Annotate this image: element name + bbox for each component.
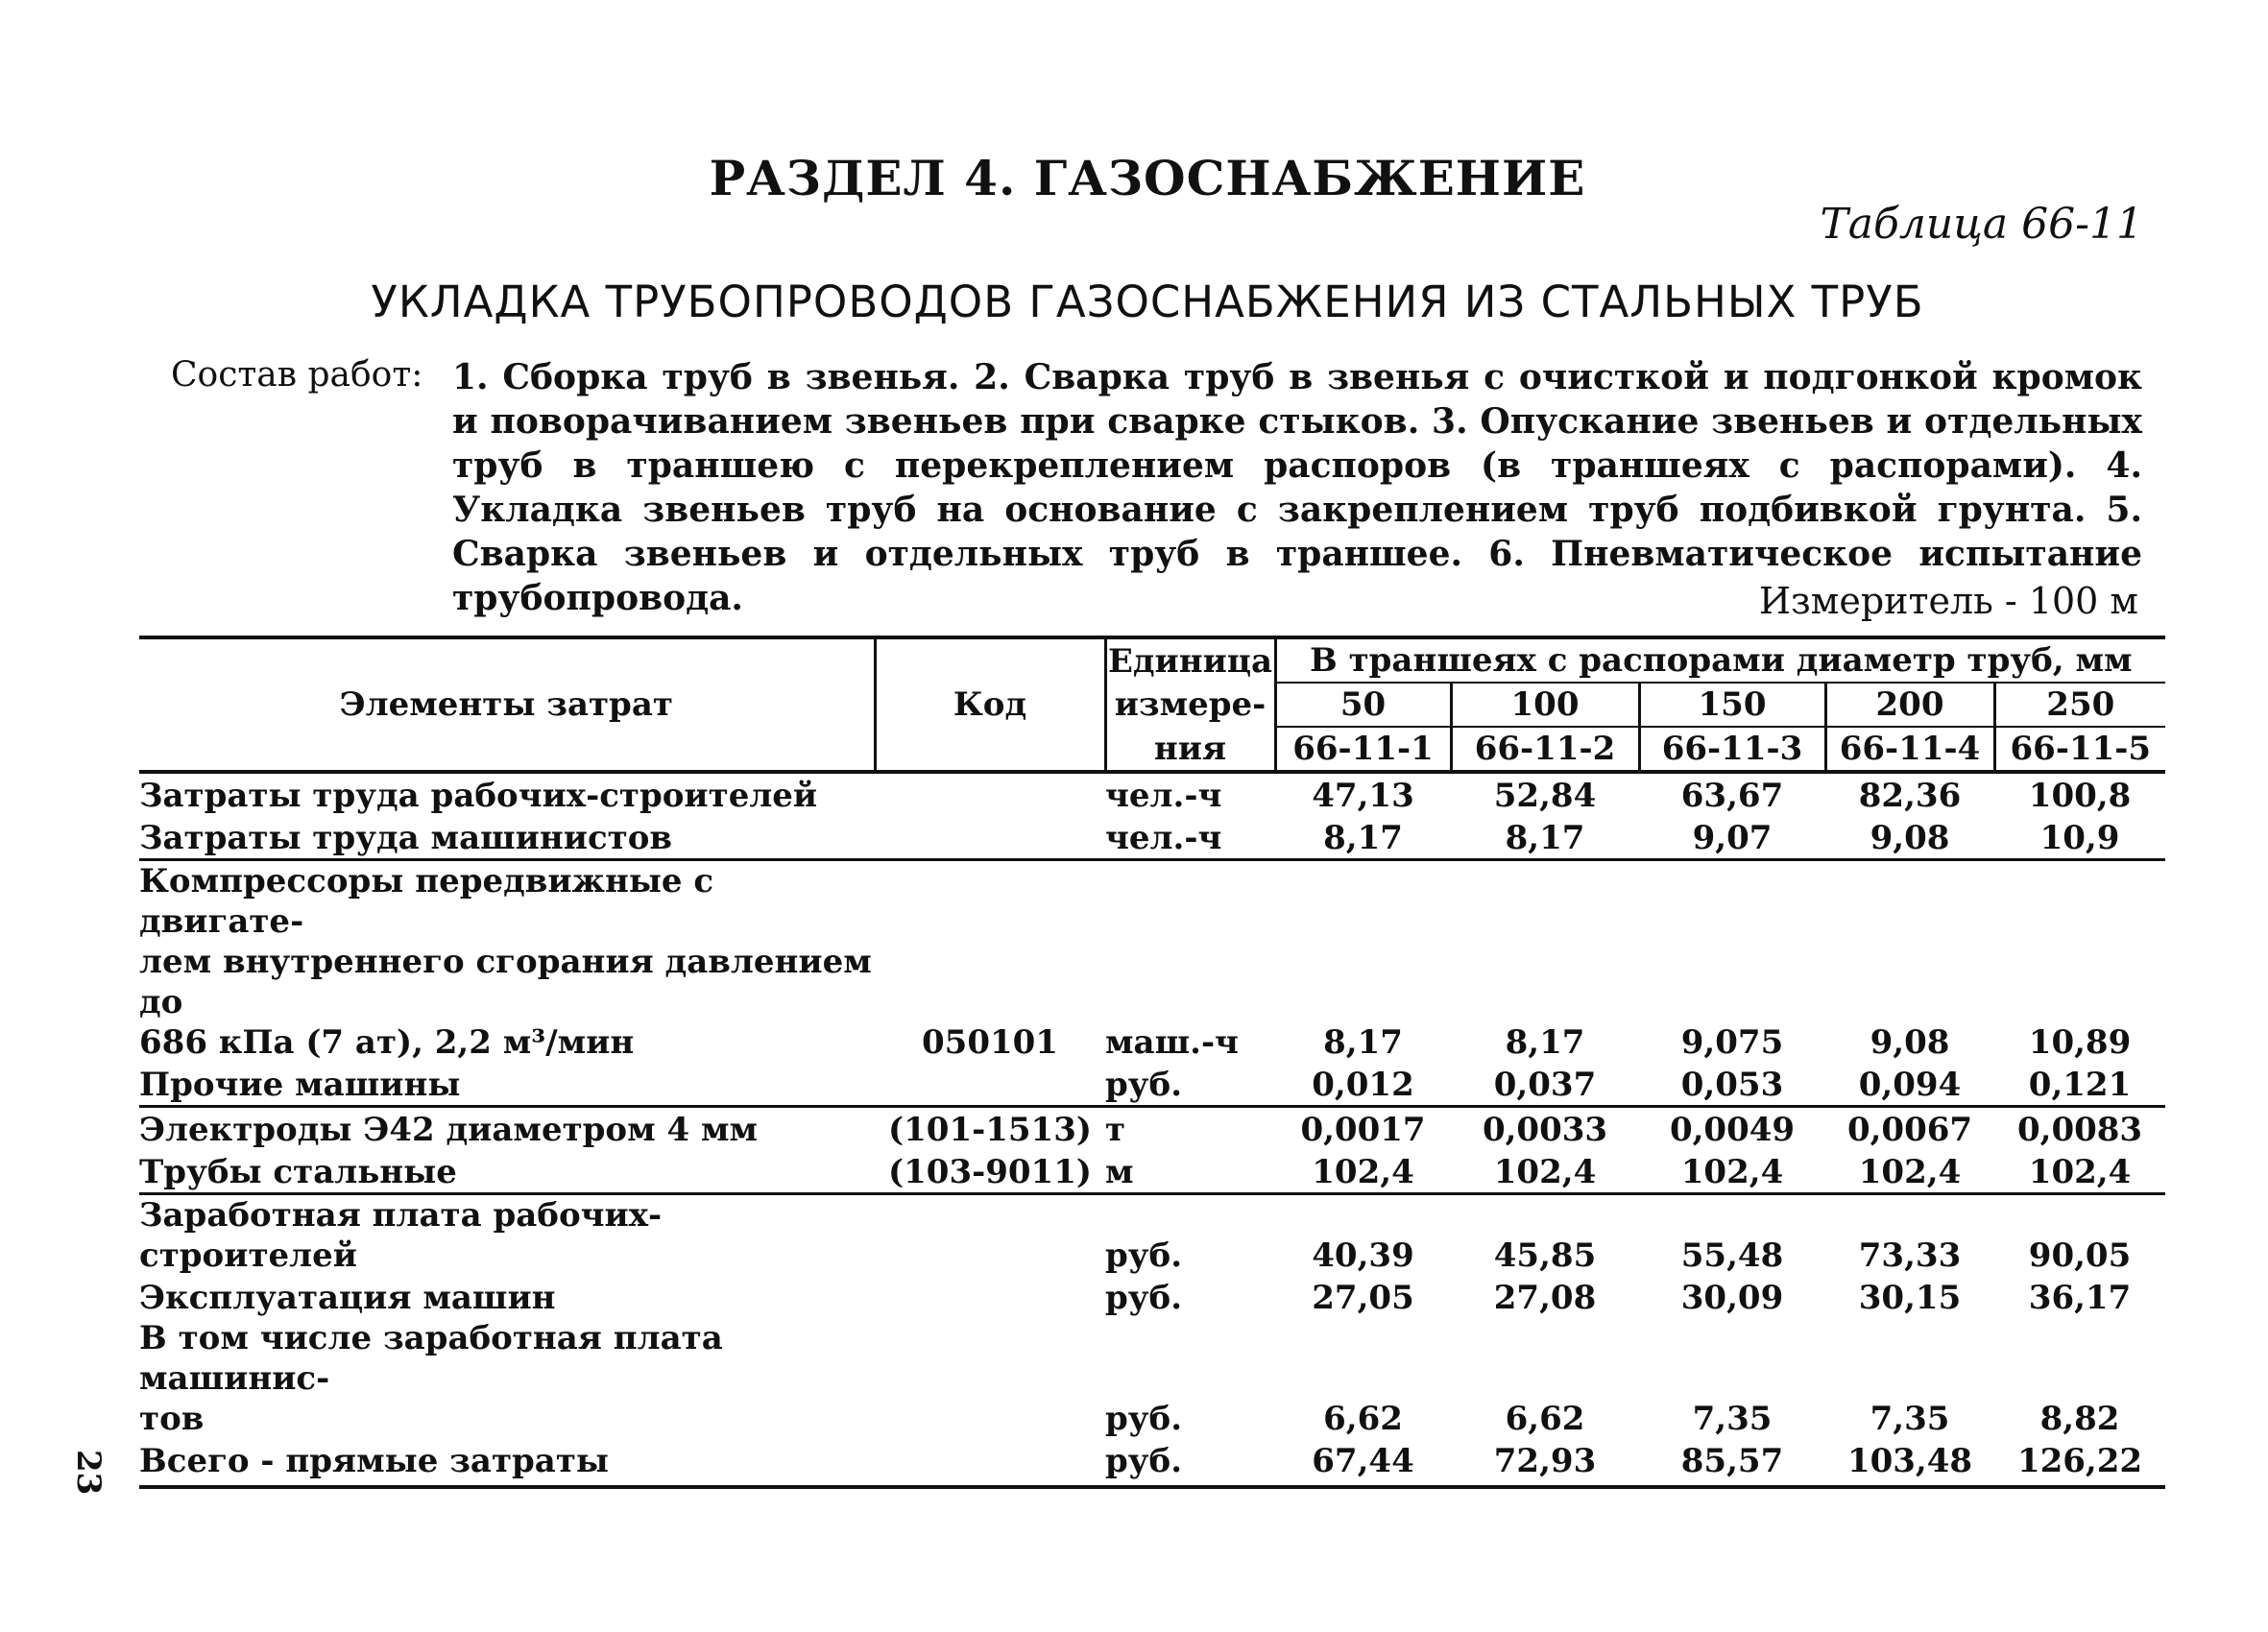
row-value: 90,05 (1994, 1194, 2165, 1277)
table-row (139, 1150, 2165, 1194)
row-unit: руб. (1105, 1400, 1183, 1438)
row-value: 102,4 (2028, 1153, 2132, 1191)
header-column-code: 66-11-3 (1639, 727, 1825, 772)
row-name-line: Компрессоры передвижные с двигате- (139, 862, 714, 941)
row-value: 36,17 (2028, 1279, 2132, 1317)
row-value: 126,22 (1994, 1439, 2165, 1487)
composition-text: 1. Сборка труб в звенья. 2. Сварка труб в звенья с очисткой и подгонкой кромок и поворачиванием звеньев при сварке стыков. 3. Опускание звеньев и отдельных труб в траншею с перекреплением распоров (в траншеях с распорами). 4. Укладка звеньев труб на основание с закреплением труб подбивкой грунта. 5. Сварка звеньев и отдельных труб в траншее. 6. Пневматическое испытание трубопровода. (452, 357, 2142, 618)
row-unit: чел.-ч (1105, 777, 1222, 815)
header-diameter: 100 (1451, 683, 1639, 727)
row-value: 102,4 (1858, 1153, 1962, 1191)
row-unit: чел.-ч (1105, 819, 1222, 857)
table-row (139, 816, 2165, 860)
row-value: 0,053 (1680, 1066, 1784, 1104)
row-value: 0,121 (2028, 1066, 2132, 1104)
row-name: Затраты труда машинистов (139, 819, 673, 857)
row-value: 102,4 (1680, 1153, 1784, 1191)
row-value: 103,48 (1825, 1439, 1994, 1487)
row-value: 7,35 (1870, 1400, 1950, 1438)
table-row (139, 1063, 2165, 1107)
row-value: 85,57 (1639, 1439, 1825, 1487)
row-value: 63,67 (1680, 777, 1784, 815)
row-value: 8,17 (1505, 819, 1585, 857)
header-diameter: 200 (1825, 683, 1994, 727)
header-diameter-group: В траншеях с распорами диаметр труб, мм (1275, 637, 2165, 683)
row-code (875, 1063, 1105, 1107)
row-code (875, 1318, 1105, 1439)
header-unit-line3: ния (1105, 727, 1275, 772)
row-value: 67,44 (1275, 1439, 1451, 1487)
row-value: 0,012 (1312, 1066, 1414, 1104)
header-column-code: 66-11-5 (1994, 727, 2165, 772)
row-name: Заработная плата рабочих-строителей (139, 1194, 875, 1277)
row-value: 7,35 (1692, 1400, 1773, 1438)
row-value: 9,075 (1639, 860, 1825, 1064)
row-code (875, 816, 1105, 860)
row-value: 8,17 (1275, 860, 1451, 1064)
header-elements: Элементы затрат (139, 637, 875, 772)
row-code (875, 1194, 1105, 1277)
table-row (139, 1439, 2165, 1487)
row-value: 9,08 (1825, 860, 1994, 1064)
row-value: 8,17 (1451, 860, 1639, 1064)
row-code: 050101 (875, 860, 1105, 1064)
row-value: 102,4 (1493, 1153, 1597, 1191)
header-code: Код (875, 637, 1105, 772)
row-value: 55,48 (1639, 1194, 1825, 1277)
row-unit: маш.-ч (1105, 860, 1275, 1064)
row-unit: т (1105, 1107, 1275, 1151)
table-row (139, 1276, 2165, 1318)
header-unit-line2: измере- (1105, 683, 1275, 727)
row-value: 82,36 (1858, 777, 1962, 815)
row-value: 0,094 (1858, 1066, 1962, 1104)
row-value: 9,07 (1692, 819, 1773, 857)
row-value: 0,037 (1493, 1066, 1597, 1104)
header-column-code: 66-11-4 (1825, 727, 1994, 772)
row-code (875, 1439, 1105, 1487)
row-value: 30,15 (1858, 1279, 1962, 1317)
row-code: (103-9011) (888, 1153, 1092, 1191)
row-value: 9,08 (1870, 819, 1950, 857)
row-value: 52,84 (1493, 777, 1597, 815)
row-code: (101-1513) (875, 1107, 1105, 1151)
row-name-line: тов (139, 1400, 205, 1438)
table-number: Таблица 66-11 (1820, 200, 2143, 249)
row-value: 0,0049 (1639, 1107, 1825, 1151)
page-number: 23 (69, 1450, 108, 1496)
table-row (139, 1107, 2165, 1151)
row-unit: руб. (1105, 1439, 1275, 1487)
row-unit: руб. (1105, 1066, 1183, 1104)
row-name (139, 860, 875, 1064)
row-value: 0,0033 (1451, 1107, 1639, 1151)
row-name (139, 1318, 875, 1439)
meter-label: Измеритель - 100 м (1758, 580, 2138, 622)
row-name-line: 686 кПа (7 ат), 2,2 м³/мин (139, 1023, 635, 1062)
cost-table (139, 636, 2165, 1489)
row-value: 73,33 (1825, 1194, 1994, 1277)
header-diameter: 250 (1994, 683, 2165, 727)
row-name-line: лем внутреннего сгорания давлением до (139, 943, 872, 1021)
row-value: 6,62 (1323, 1400, 1403, 1438)
row-value: 45,85 (1451, 1194, 1639, 1277)
composition-label: Состав работ: (171, 355, 423, 395)
row-value: 27,05 (1312, 1279, 1414, 1317)
header-unit-line1: Единица (1105, 637, 1275, 683)
row-name: Электроды Э42 диаметром 4 мм (139, 1107, 875, 1151)
header-column-code: 66-11-2 (1451, 727, 1639, 772)
header-column-code: 66-11-1 (1275, 727, 1451, 772)
table-row (139, 1318, 2165, 1439)
row-value: 72,93 (1451, 1439, 1639, 1487)
row-value: 0,0017 (1275, 1107, 1451, 1151)
row-code (875, 1276, 1105, 1318)
row-value: 8,17 (1323, 819, 1403, 857)
row-name: Прочие машины (139, 1066, 461, 1104)
row-name: Трубы стальные (139, 1153, 457, 1191)
row-value: 47,13 (1312, 777, 1414, 815)
row-unit: руб. (1105, 1279, 1183, 1317)
header-diameter: 150 (1639, 683, 1825, 727)
row-name: Затраты труда рабочих-строителей (139, 777, 818, 815)
row-value: 0,0067 (1825, 1107, 1994, 1151)
row-value: 27,08 (1493, 1279, 1597, 1317)
table-row (139, 1194, 2165, 1277)
section-title: РАЗДЕЛ 4. ГАЗОСНАБЖЕНИЕ (709, 150, 1586, 206)
row-value: 10,9 (2039, 819, 2120, 857)
row-unit: руб. (1105, 1194, 1275, 1277)
header-diameter: 50 (1275, 683, 1451, 727)
row-value: 102,4 (1312, 1153, 1414, 1191)
row-value: 0,0083 (1994, 1107, 2165, 1151)
table-row (139, 860, 2165, 1064)
row-value: 10,89 (1994, 860, 2165, 1064)
row-value: 30,09 (1680, 1279, 1784, 1317)
row-value: 8,82 (2039, 1400, 2120, 1438)
table-row (139, 772, 2165, 816)
row-value: 40,39 (1275, 1194, 1451, 1277)
row-name-line: В том числе заработная плата машинис- (139, 1319, 723, 1398)
row-unit: м (1105, 1153, 1134, 1191)
row-name: Всего - прямые затраты (139, 1439, 875, 1487)
row-code (875, 772, 1105, 816)
row-value: 100,8 (2028, 777, 2132, 815)
row-value: 6,62 (1505, 1400, 1585, 1438)
row-name: Эксплуатация машин (139, 1279, 556, 1317)
table-title: УКЛАДКА ТРУБОПРОВОДОВ ГАЗОСНАБЖЕНИЯ ИЗ СТАЛЬНЫХ ТРУБ (371, 276, 1924, 327)
